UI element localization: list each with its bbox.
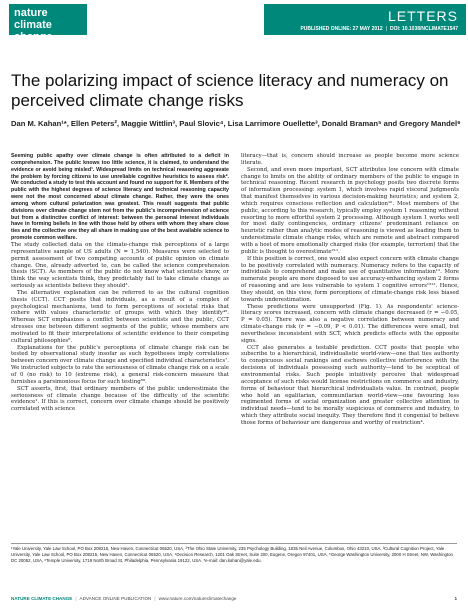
- logo-line-climate-change: climate change: [14, 19, 53, 43]
- body-paragraph: If this position is correct, one would also expect concern with climate change to be positively correlated with numeracy. Numeracy refers to the capacity of individuals to comprehend and make use of quantitative information¹². More numerate people are more disposed to use accuracy-enhancing system 2 forms of reasoning and are less vulnerable to system 1 cognitive errors¹³¹². Hence, they should, on this view, form perceptions of climate-change risk less biased towards underestimation.: [241, 255, 459, 303]
- body-paragraph: The alternative explanation can be referred to as the cultural cognition thesis (CCT). CCT posits that individuals, as a result of a complex of psychological mechanisms, tend to form perceptions of societal risks that cohere with values characteristic of groups with which they identify⁴⁵. Whereas SCT emphasizes a conflict between scientists and the public, CCT stresses one between different segments of the public, whose members are motivated to fit their interpretations of scientific evidence to their competing cultural philosophies⁶.: [11, 289, 229, 344]
- body-paragraph: CCT also generates a testable prediction. CCT posits that people who subscribe to a hierarchical, individualistic world-view—one that ties authority to conspicuous social rankings and eschews collective interference with the decisions of individuals possessing such authority—tend to be sceptical of environmental risks. Such people intuitively perceive that widespread acceptance of such risks would license restrictions on commerce and industry, forms of behaviour that hierarchical individualists value. In contrast, people who hold an egalitarian, communitarian world-view—one favouring less regimented forms of social organization and greater collective attention to individual needs—tend to be morally suspicious of commerce and industry, to which they attribute social inequity. They therefore find it congenial to believe those forms of behaviour are dangerous and worthy of restriction⁴.: [241, 344, 459, 426]
- doi-link[interactable]: DOI: 10.1038/NCLIMATE1547: [390, 26, 458, 32]
- body-paragraph: The study collected data on the climate-change risk perceptions of a large representative sample of US adults (N = 1,540). Measures were selected to permit assessment of two competing accounts of public opinion on climate change. One, already adverted to, can be called the science comprehension thesis (SCT). As members of the public do not know what scientists know, or think the way scientists think, they predictably fail to take climate change as seriously as scientists believe they should³.: [11, 241, 229, 290]
- article-title: The polarizing impact of science literacy and numeracy on perceived climate change risks: [11, 71, 449, 110]
- body-paragraph: Explanations for the public's perceptions of climate change risk can be tested by observational study insofar as such hypotheses imply correlations between concern over climate change and specified individual characteristics⁷. We instructed subjects to rate the seriousness of climate change risk on a scale of 0 (no risk) to 10 (extreme risk), a general risk-concern measure that furnishes a parsimonious focus for such testing⁸⁹.: [11, 344, 229, 385]
- footer-journal-name: NATURE CLIMATE CHANGE: [11, 596, 73, 601]
- journal-logo[interactable]: [9, 4, 87, 43]
- journal-header: [0, 0, 468, 44]
- article-authors: Dan M. Kahan¹*, Ellen Peters², Maggie Wittlin³, Paul Slovic⁴, Lisa Larrimore Ouellette³, Donald Braman⁵ and Gregory Mandel⁶: [11, 119, 461, 128]
- section-label: LETTERS: [387, 8, 458, 24]
- footer-website-link[interactable]: www.nature.com/natureclimatechange: [158, 596, 237, 601]
- abstract-paragraph: Seeming public apathy over climate change is often attributed to a deficit in comprehension. The public knows too little science, it is claimed, to understand the evidence or avoid being misled¹. Widespread limits on technical reasoning aggravate the problem by forcing citizens to use unreliable cognitive heuristics to assess risk². We conducted a study to test this account and found no support for it. Members of the public with the highest degrees of science literacy and technical reasoning capacity were not the most concerned about climate change. Rather, they were the ones among whom cultural polarization was greatest. This result suggests that public divisions over climate change stem not from the public's incomprehension of science but from a distinctive conflict of interest: between the personal interest individuals have in forming beliefs in line with those held by others with whom they share close ties and the collective one they all share in making use of the best available science to promote common welfare.: [11, 153, 229, 242]
- page-footer: [11, 595, 457, 605]
- body-paragraph: Second, and even more important, SCT attributes low concern with climate change to limits on the ability of ordinary members of the public to engage in technical reasoning. Recent research in psychology posits two discrete forms of information processing: system 1, which involves rapid visceral judgments that manifest themselves in various decision-making heuristics; and system 2, which requires conscious reflection and calculation¹⁰. Most members of the public, according to this research, typically employ system 1 reasoning without resorting to more effortful system 2 processing. Although system 1 works well for most daily contingencies, ordinary citizens' predominant reliance on heuristic rather than analytic modes of reasoning is viewed as leading them to underestimate climate change risks, which are remote and abstract compared with a host of more emotionally charged risks (for example, terrorism) that the public is thought to overestimate²¹¹.: [241, 166, 459, 255]
- footnote-divider: [11, 543, 457, 544]
- section-banner: [264, 4, 466, 35]
- footer-journal-info: NATURE CLIMATE CHANGE | ADVANCE ONLINE PUBLICATION | www.nature.com/natureclimatechange: [11, 596, 237, 601]
- publication-info: PUBLISHED ONLINE: 27 MAY 2012 | DOI: 10.1038/NCLIMATE1547: [300, 26, 458, 32]
- published-date: PUBLISHED ONLINE: 27 MAY 2012: [300, 26, 383, 32]
- body-paragraph: These predictions were unsupported (Fig. 1). As respondents' science-literacy scores increased, concern with climate change decreased (r = −0.05, P = 0.05). There was also a negative correlation between numeracy and climate-change risk (r = −0.09, P < 0.01). The differences were small, but nevertheless inconsistent with SCT, which predicts effects with the opposite signs.: [241, 303, 459, 344]
- footer-advance-publication: ADVANCE ONLINE PUBLICATION: [79, 596, 152, 601]
- affiliations-footnote: ¹Yale University, Yale Law School, PO Box 208215, New Haven, Connecticut 06520, USA, ²The Ohio State University, 235 Psychology Building, 1835 Neil Avenue, Columbus, Ohio 43210, USA, ³Cultural Cognition Project, Yale University, Yale Law School, PO Box 208215, New Haven, Connecticut 06520, USA, ⁴Decision Research, 1201 Oak Street, Suite 200, Eugene, Oregon 97401, USA, ⁵George Washington University, 2000 H Street, NW, Washington DC 20052, USA, ⁶Temple University, 1719 North Broad St, Philadelphia, Pennsylvania 19122, USA. *e-mail: dan.kahan@yale.edu.: [11, 546, 453, 564]
- body-paragraph: SCT asserts, first, that ordinary members of the public underestimate the seriousness of climate change because of the difficulty of the scientific evidence¹. If this is correct, concern over climate change should be positively correlated with science: [11, 385, 229, 413]
- body-paragraph: literacy—that is, concern should increase as people become more science literate.: [241, 153, 459, 166]
- logo-line-nature: nature: [14, 7, 48, 19]
- page-number: 1: [454, 596, 457, 601]
- body-column-left: [11, 153, 229, 413]
- body-column-right: [241, 153, 459, 427]
